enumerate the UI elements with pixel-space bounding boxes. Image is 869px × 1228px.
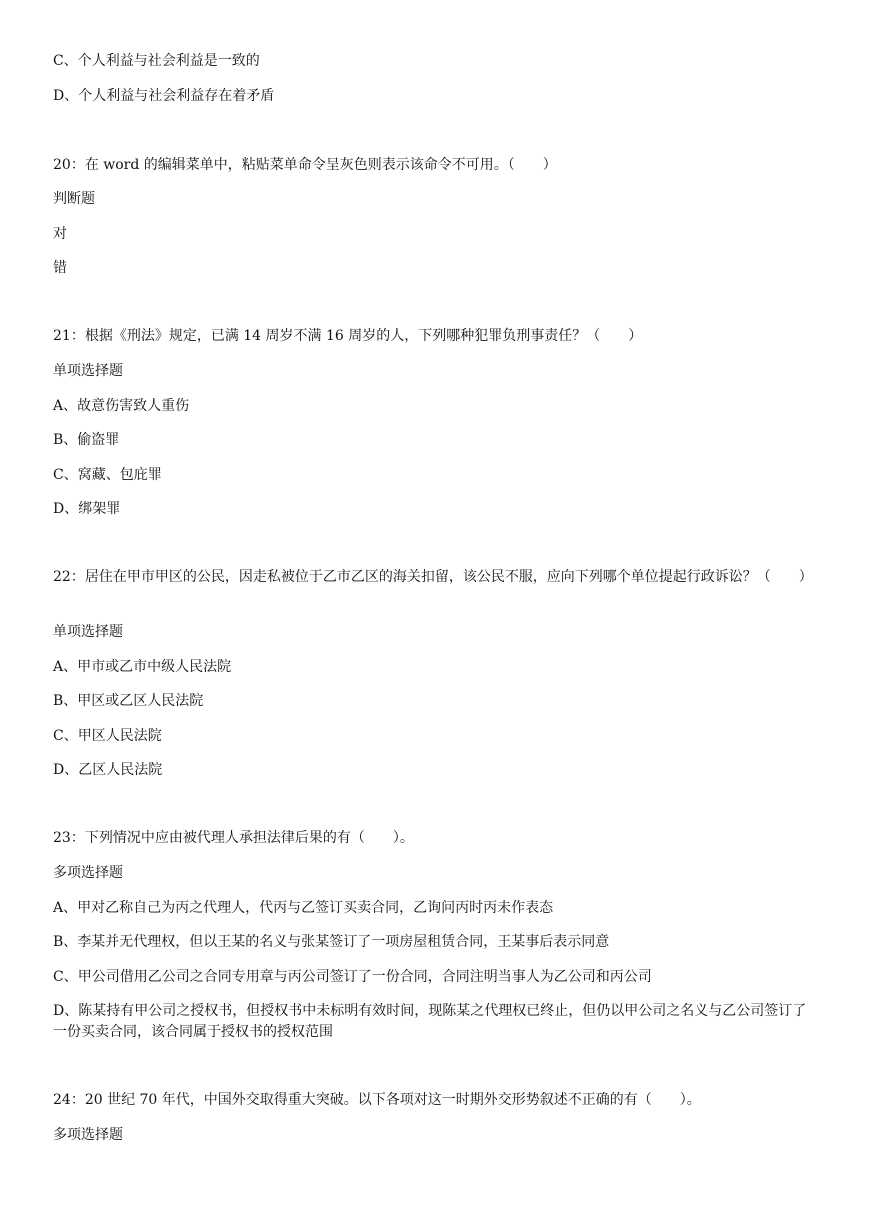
question-20: 20：在 word 的编辑菜单中，粘贴菜单命令呈灰色则表示该命令不可用。（ ） [53,157,557,173]
option-a: A、甲对乙称自己为丙之代理人，代丙与乙签订买卖合同，乙询问丙时丙未作表态 [53,900,554,916]
question-type: 单项选择题 [53,624,123,640]
option-d: D、绑架罪 [53,501,121,517]
option-c: C、个人利益与社会利益是一致的 [53,53,260,69]
option-a: A、故意伤害致人重伤 [53,398,190,414]
question-22: 22：居住在甲市甲区的公民，因走私被位于乙市乙区的海关扣留，该公民不服，应向下列哪个单位提起行政诉讼？（ ） [53,569,813,585]
option-a: A、甲市或乙市中级人民法院 [53,659,232,675]
option-d: D、个人利益与社会利益存在着矛盾 [53,88,275,104]
option-b: B、甲区或乙区人民法院 [53,693,204,709]
option-c: C、甲区人民法院 [53,728,162,744]
option-c: C、甲公司借用乙公司之合同专用章与丙公司签订了一份合同，合同注明当事人为乙公司和丙公司 [53,969,652,985]
option-d: D、乙区人民法院 [53,762,163,778]
option-true: 对 [53,226,67,242]
option-b: B、李某并无代理权，但以王某的名义与张某签订了一项房屋租赁合同，王某事后表示同意 [53,934,610,950]
question-type: 判断题 [53,191,95,207]
option-d: D、陈某持有甲公司之授权书，但授权书中未标明有效时间，现陈某之代理权已终止，但仍以甲公司之名义与乙公司签订了一份买卖合同，该合同属于授权书的授权范围 [53,1003,807,1040]
question-type: 单项选择题 [53,363,123,379]
question-type: 多项选择题 [53,1127,123,1143]
question-type: 多项选择题 [53,865,123,881]
option-false: 错 [53,260,67,276]
question-24: 24：20 世纪 70 年代，中国外交取得重大突破。以下各项对这一时期外交形势叙述不正确的有（ ）。 [53,1092,701,1108]
option-b: B、偷盗罪 [53,432,120,448]
option-c: C、窝藏、包庇罪 [53,467,162,483]
question-21: 21：根据《刑法》规定，已满 14 周岁不满 16 周岁的人，下列哪种犯罪负刑事责任？（ ） [53,328,643,344]
question-23: 23：下列情况中应由被代理人承担法律后果的有（ ）。 [53,830,414,846]
